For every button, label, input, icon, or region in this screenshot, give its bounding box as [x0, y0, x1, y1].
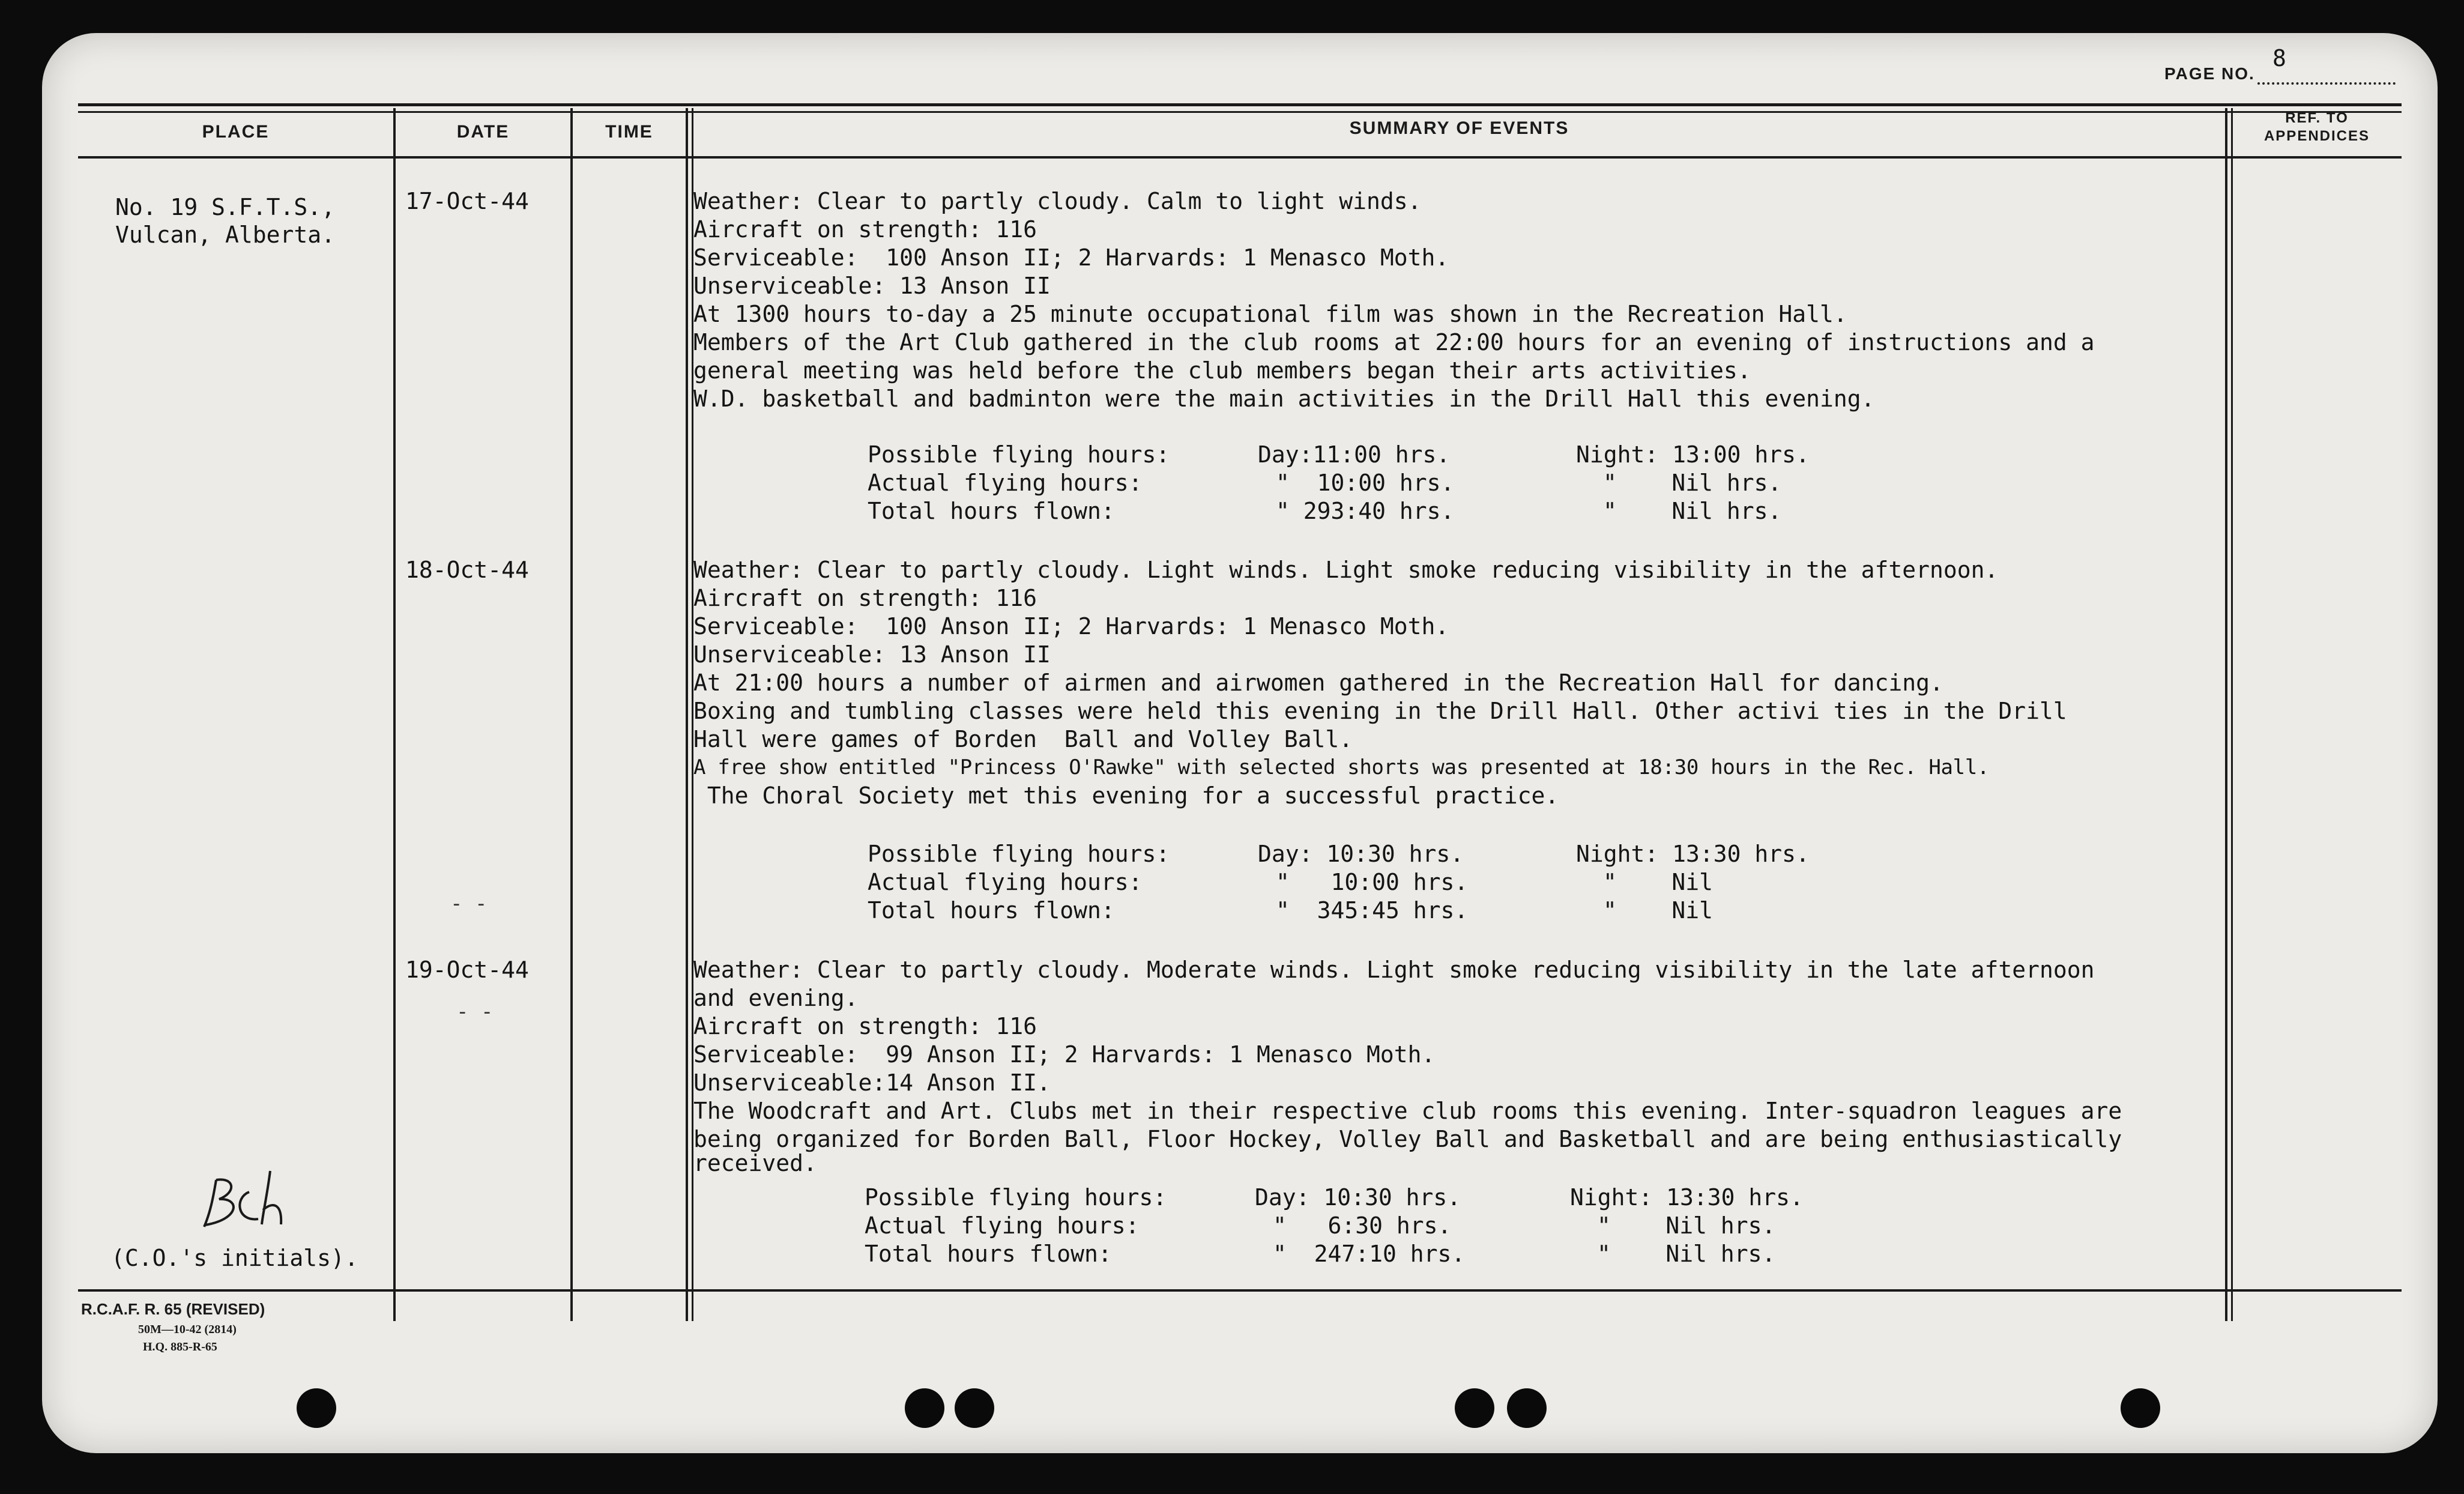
entry-1-line: Weather: Clear to partly cloudy. Calm to light winds.: [693, 188, 1422, 214]
place-line-2: Vulcan, Alberta.: [115, 222, 336, 248]
signature-scrawl: [192, 1162, 324, 1234]
entry-1-line: Aircraft on strength: 116: [693, 216, 1037, 243]
entry-3-line: Aircraft on strength: 116: [693, 1013, 1037, 1039]
top-rule-1: [78, 103, 2402, 106]
entry-1-date: 17-Oct-44: [405, 188, 529, 214]
entry-3-line: Weather: Clear to partly cloudy. Moderate winds. Light smoke reducing visibility in the late afternoon: [693, 957, 2095, 983]
entry-1-stat-day: " 10:00 hrs.: [1276, 470, 1455, 496]
header-date: DATE: [456, 122, 510, 142]
entry-1-stat-label: Actual flying hours:: [868, 470, 1143, 496]
col-divider-summary: [2225, 108, 2227, 1321]
col-divider-date: [570, 108, 573, 1321]
entry-3-stat-day: " 247:10 hrs.: [1273, 1241, 1466, 1267]
header-time: TIME: [605, 122, 653, 142]
punch-hole: [955, 1388, 994, 1428]
stray-mark: - -: [456, 1000, 494, 1024]
entry-2-line: The Choral Society met this evening for a successful practice.: [693, 782, 1559, 809]
entry-1-stat-night: Night: 13:00 hrs.: [1576, 441, 1810, 468]
col-divider-time: [686, 108, 688, 1321]
entry-1-stat-label: Possible flying hours:: [868, 441, 1170, 468]
bottom-rule: [78, 1289, 2402, 1292]
entry-2-stat-label: Total hours flown:: [868, 897, 1115, 924]
entry-3-line: Serviceable: 99 Anson II; 2 Harvards: 1 Menasco Moth.: [693, 1041, 1436, 1068]
entry-3-stat-label: Possible flying hours:: [865, 1184, 1167, 1211]
entry-2-date: 18-Oct-44: [405, 557, 529, 583]
footer-code-1: 50M—10-42 (2814): [138, 1323, 237, 1336]
entry-2-line: Unserviceable: 13 Anson II: [693, 641, 1051, 668]
col-divider-summary-b: [2231, 108, 2233, 1321]
entry-1-line: W.D. basketball and badminton were the main activities in the Drill Hall this evening.: [693, 386, 1875, 412]
entry-1-stat-day: Day:11:00 hrs.: [1258, 441, 1451, 468]
entry-3-stat-night: " Nil hrs.: [1597, 1212, 1776, 1239]
entry-3-line: Unserviceable:14 Anson II.: [693, 1069, 1051, 1096]
co-initials-caption: (C.O.'s initials).: [111, 1245, 358, 1271]
punch-hole: [297, 1388, 336, 1428]
punch-hole: [1455, 1388, 1494, 1428]
entry-1-line: Members of the Art Club gathered in the club rooms at 22:00 hours for an evening of instructions and a: [693, 329, 2095, 355]
entry-2-stat-day: " 345:45 hrs.: [1276, 897, 1469, 924]
entry-2-stat-night: " Nil: [1603, 869, 1714, 895]
entry-3-stat-day: " 6:30 hrs.: [1273, 1212, 1452, 1239]
entry-2-stat-day: " 10:00 hrs.: [1276, 869, 1469, 895]
entry-1-stat-night: " Nil hrs.: [1603, 498, 1782, 524]
entry-3-stat-label: Total hours flown:: [865, 1241, 1112, 1267]
entry-1-stat-label: Total hours flown:: [868, 498, 1115, 524]
entry-1-line: At 1300 hours to-day a 25 minute occupational film was shown in the Recreation Hall.: [693, 301, 1847, 327]
entry-2-stat-day: Day: 10:30 hrs.: [1258, 841, 1464, 867]
header-place: PLACE: [202, 122, 270, 142]
punch-hole: [1507, 1388, 1547, 1428]
entry-3-stat-day: Day: 10:30 hrs.: [1255, 1184, 1461, 1211]
entry-2-stat-label: Possible flying hours:: [868, 841, 1170, 867]
entry-1-line: general meeting was held before the club members began their arts activities.: [693, 357, 1751, 384]
entry-3-line: The Woodcraft and Art. Clubs met in their respective club rooms this evening. Inter-squadron leagues are: [693, 1098, 2122, 1124]
entry-1-stat-night: " Nil hrs.: [1603, 470, 1782, 496]
footer-form-number: R.C.A.F. R. 65 (REVISED): [81, 1300, 265, 1318]
co-signature: [192, 1162, 324, 1234]
header-ref-line2: APPENDICES: [2263, 128, 2370, 144]
page-number-value: 8: [2272, 45, 2286, 71]
entry-2-line: At 21:00 hours a number of airmen and airwomen gathered in the Recreation Hall for dancing.: [693, 670, 1943, 696]
stray-mark: - -: [450, 892, 488, 916]
entry-2-line: Aircraft on strength: 116: [693, 585, 1037, 611]
entry-2-stat-night: " Nil: [1603, 897, 1714, 924]
page-number-label: PAGE NO.: [2164, 64, 2255, 83]
entry-2-line: Weather: Clear to partly cloudy. Light winds. Light smoke reducing visibility in the afternoon.: [693, 557, 1999, 583]
entry-1-line: Unserviceable: 13 Anson II: [693, 273, 1051, 299]
entry-2-stat-label: Actual flying hours:: [868, 869, 1143, 895]
entry-3-date: 19-Oct-44: [405, 957, 529, 983]
top-rule-2: [78, 111, 2402, 113]
entry-3-stat-label: Actual flying hours:: [865, 1212, 1140, 1239]
form-card: [42, 33, 2438, 1453]
entry-2-stat-night: Night: 13:30 hrs.: [1576, 841, 1810, 867]
punch-hole: [905, 1388, 944, 1428]
punch-hole: [2121, 1388, 2160, 1428]
place-line-1: No. 19 S.F.T.S.,: [115, 194, 336, 220]
col-divider-place: [393, 108, 396, 1321]
entry-3-line: received.: [693, 1150, 817, 1176]
header-summary: SUMMARY OF EVENTS: [1349, 118, 1569, 138]
footer-code-2: H.Q. 885-R-65: [143, 1340, 217, 1353]
entry-3-stat-night: Night: 13:30 hrs.: [1570, 1184, 1804, 1211]
page-number-underline: [2257, 82, 2396, 85]
entry-3-stat-night: " Nil hrs.: [1597, 1241, 1776, 1267]
entry-2-line: Hall were games of Borden Ball and Volley Ball.: [693, 726, 1353, 752]
header-underline: [78, 156, 2402, 159]
entry-3-line: and evening.: [693, 985, 859, 1011]
entry-2-line: Boxing and tumbling classes were held this evening in the Drill Hall. Other activi ties in the Drill: [693, 698, 2067, 724]
entry-2-line: A free show entitled "Princess O'Rawke" with selected shorts was presented at 18:30 hours in the Rec. Hall.: [693, 755, 1990, 779]
entry-1-line: Serviceable: 100 Anson II; 2 Harvards: 1 Menasco Moth.: [693, 244, 1449, 271]
entry-2-line: Serviceable: 100 Anson II; 2 Harvards: 1 Menasco Moth.: [693, 613, 1449, 640]
entry-3-line: being organized for Borden Ball, Floor Hockey, Volley Ball and Basketball and are being enthusiastically: [693, 1126, 2122, 1152]
entry-1-stat-day: " 293:40 hrs.: [1276, 498, 1455, 524]
header-ref-line1: REF. TO: [2285, 110, 2349, 126]
